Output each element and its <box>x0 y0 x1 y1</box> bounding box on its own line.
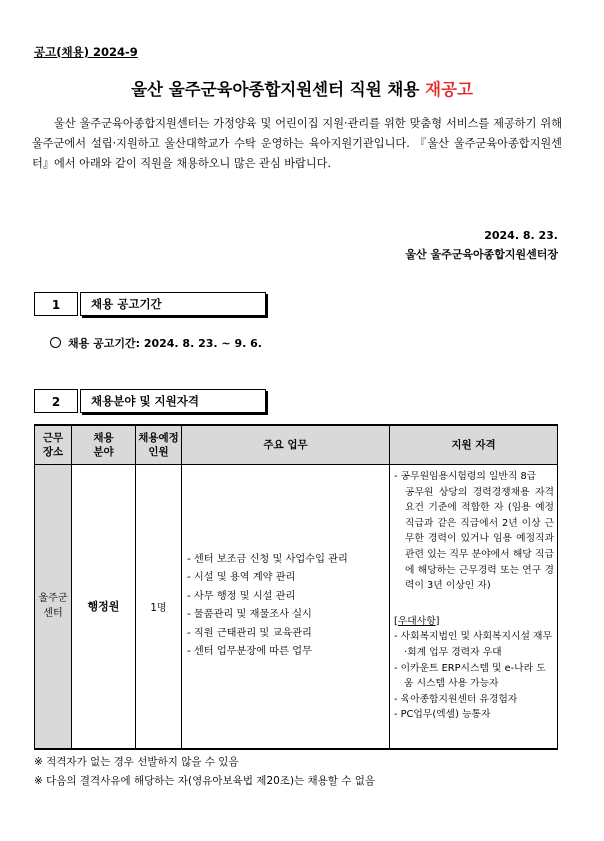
list-item: - PC업무(엑셀) 능통자 <box>394 709 491 721</box>
header-headcount: 채용예정 인원 <box>136 425 182 465</box>
recruit-table <box>34 424 558 750</box>
cell-field: 행정원 <box>72 465 136 749</box>
section2-title: 채용분야 및 지원자격 <box>80 389 266 413</box>
period-text: 채용 공고기간: 2024. 8. 23. ~ 9. 6. <box>68 337 262 350</box>
list-item: - 육아종합지원센터 유경험자 <box>394 693 518 705</box>
circle-bullet-icon <box>50 337 61 348</box>
list-item: - 이카운트 ERP시스템 및 e-나라 도움 시스템 사용 가능자 <box>394 662 546 690</box>
note-1: ※ 적격자가 없는 경우 선발하지 않을 수 있음 <box>34 756 239 768</box>
duties-list <box>183 551 388 662</box>
section1-number: 1 <box>34 292 78 316</box>
list-item: - 물품관리 및 재물조사 실시 <box>187 609 312 621</box>
cell-qualification <box>390 465 558 749</box>
issuer-name: 울산 울주군육아종합지원센터장 <box>405 248 558 261</box>
table-header-row <box>35 425 558 465</box>
list-item: - 사회복지법인 및 사회복지시설 재무·회계 업무 경력자 우대 <box>394 631 552 658</box>
list-item: - 시설 및 용역 계약 관리 <box>187 572 296 584</box>
notice-number: 공고(채용) 2024-9 <box>34 45 138 59</box>
intro-paragraph <box>32 114 562 174</box>
list-item: - 직원 근태관리 및 교육관리 <box>187 627 312 639</box>
list-item: - 센터 업무분장에 따른 업무 <box>187 646 312 658</box>
list-item: - 사무 행정 및 시설 관리 <box>187 590 296 602</box>
title-main: 울산 울주군육아종합지원센터 직원 채용 <box>131 80 426 99</box>
cell-duties <box>182 465 390 749</box>
header-location: 근무 장소 <box>35 425 72 465</box>
requirement-body: 공무원 상당의 경력경쟁채용 자격 요건 기준에 적합한 자 (임용 예정 직급과 같은 직급에서 2년 이상 근무한 경력이 있거나 임용 예정직과 관련 있는 직무 분야에서 해당 직급에 해당하는 근무경력 또는 연구 경력이 3년 이상인 자) <box>405 486 554 592</box>
intro-text: 울산 울주군육아종합지원센터는 가정양육 및 어린이집 지원·관리를 위한 맞춤형 서비스를 제공하기 위해 울주군에서 설립·지원하고 울산대학교가 수탁 운영하는 육아지원기관입니다. 『울산 울주군육아종합지원센터』에서 아래와 같이 직원을 채용하오니 많은 관심 바랍니다. <box>32 117 562 170</box>
notice-date: 2024. 8. 23. <box>484 229 558 242</box>
header-field: 채용 분야 <box>72 425 136 465</box>
preferred-title: [우대사항] <box>394 615 440 627</box>
list-item: - 센터 보조금 신청 및 사업수입 관리 <box>187 553 348 565</box>
cell-headcount: 1명 <box>136 465 182 749</box>
recruit-period <box>50 335 262 351</box>
header-duties: 주요 업무 <box>182 425 390 465</box>
page-title <box>0 76 604 100</box>
section2-number: 2 <box>34 389 78 413</box>
table-row <box>35 465 558 749</box>
cell-location: 울주군 센터 <box>35 465 72 749</box>
section1-title: 채용 공고기간 <box>80 292 266 316</box>
preferred-list <box>394 629 554 723</box>
requirement-lead: - 공무원임용시험령의 일반직 8급 <box>394 471 537 482</box>
title-highlight: 재공고 <box>425 80 473 99</box>
note-2: ※ 다음의 결격사유에 해당하는 자(영유아보육법 제20조)는 채용할 수 없음 <box>34 775 376 787</box>
header-qualification: 지원 자격 <box>390 425 558 465</box>
